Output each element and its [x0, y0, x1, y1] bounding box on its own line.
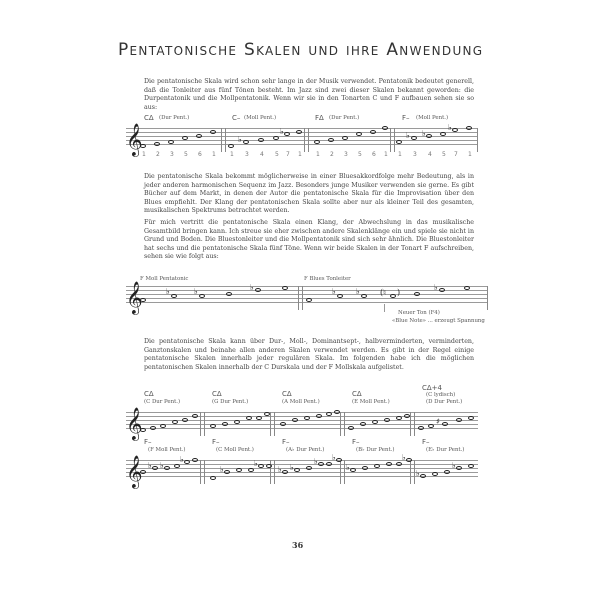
paragraph-blues: Die pentatonische Skala bekommt möglicherweise in einer Bluesakkordfolge mehr Bedeutung, als in jeder anderen harmonischen Sequenz im Jazz. Besonders junge Musiker verwenden sie gerne. Es gibt Bücher auf dem Markt, in denen der Autor die pentatonische Skala für die Improvisation über den Blues empfiehlt. Der Klang der pentatonischen Skala sollte aber nur als kleiner Teil des gesamten, musikalischen Spektrums betrachtet werden. [144, 173, 474, 215]
treble-clef-icon: 𝄞 [126, 407, 143, 440]
treble-clef-icon: 𝄞 [126, 281, 143, 314]
scale-label: F Blues Tonleiter [304, 276, 351, 282]
treble-clef-icon: 𝄞 [126, 455, 143, 488]
annotation-blue-note: «Blue Note» ... erzeugt Spannung [392, 318, 485, 324]
chord-symbol: CΔ [144, 114, 154, 122]
chord-symbol: FΔ [315, 114, 324, 122]
chord-symbol: F– [402, 114, 410, 122]
page-number: 36 [292, 540, 304, 550]
staff-example-3-row-2: 𝄞 F– (F Moll Pent.) F– (C Moll Pent.) F– (A♭ Dur Pent.) F– (B♭ Dur Pent.) F– (E♭ Dur Pent.) ♭ ♭ ♭ ♭ ♭ ♭ ♭ ♭ ♭ ♭ ♭ ♭ ♭ [126, 460, 478, 490]
page-title: Pentatonische Skalen und ihre Anwendung [118, 40, 484, 60]
paragraph-intro: Die pentatonische Skala wird schon sehr lange in der Musik verwendet. Pentatonik bedeutet generell, daß die Tonleiter aus fünf Tönen besteht. Im Jazz sind zwei dieser Skalen bekannt geworden: die Durpentatonik und die Mollpentatonik. Wenn wir sie in den Tonarten C und F aufbauen sehen sie so aus: [144, 78, 474, 111]
paragraph-bluesscale: Für mich vertritt die pentatonische Skala einen Klang, der Abwechslung in das musikalische Gesamtbild bringen kann. Ich streue sie eher zwischen andere Skalenklänge ein und spiele sie nicht in Grund und Boden. Die Bluestonleiter und die Mollpentatonik sind sich sehr ähnlich. Die Bluestonleiter hat sechs und die pentatonische Skala fünf Töne. Wenn wir beide Skalen in der Tonart F aufschreiben, sehen sie wie folgt aus: [144, 219, 474, 261]
scale-label: (Moll Pent.) [416, 115, 449, 121]
chord-symbol: C– [232, 114, 241, 122]
paragraph-usage: Die pentatonische Skala kann über Dur-, Moll-, Dominantsept-, halbverminderten, verminderten, Ganztonskalen und beinahe allen anderen Skalen verwendet werden. Es gibt in der Regel einige pentatonische Skalen innerhalb jeder regulären Skala. Im folgenden habe ich die möglichen pentatonischen Skalen innerhalb der C Durskala und der F Mollskala aufgelistet. [144, 338, 474, 371]
annotation-new-tone: Neuer Ton (F4) [398, 310, 440, 316]
scale-label: F Moll Pentatonic [140, 276, 189, 282]
scale-label: (Dur Pent.) [329, 115, 360, 121]
scale-label: (Dur Pent.) [159, 115, 190, 121]
treble-clef-icon: 𝄞 [126, 123, 143, 156]
scale-label: (Moll Pent.) [244, 115, 277, 121]
staff-example-3-row-1: 𝄞 CΔ (C Dur Pent.) CΔ (G Dur Pent.) CΔ (A Moll Pent.) CΔ (E Moll Pent.) CΔ+4 (C lydisch) (D Dur Pent.) ♯ [126, 412, 478, 442]
staff-example-2: 𝄞 F Moll Pentatonic F Blues Tonleiter ♭ ♭ ♭ ♭ ♭ (♮ ) ♭ Neuer Ton (F4) «Blue Note» ... erzeugt Spannung [126, 276, 485, 324]
staff-example-1: 𝄞 CΔ (Dur Pent.) C– (Moll Pent.) FΔ (Dur Pent.) F– (Moll Pent.) ♭ ♭ ♭ ♭ ♭ 1 2 3 5 6 1 1 3 4 5 7 1 1 2 3 5 6 1 1 3 4 5 7 1 [126, 114, 472, 158]
